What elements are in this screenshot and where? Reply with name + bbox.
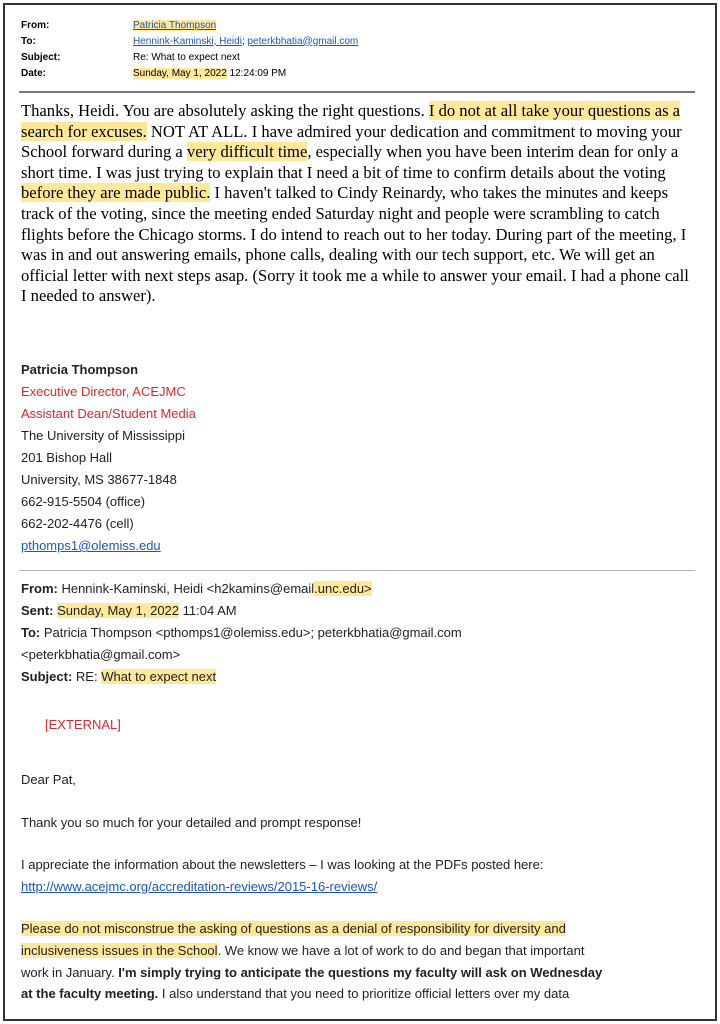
subject-value: Re: What to expect next	[133, 51, 240, 63]
accreditation-reviews-link[interactable]: http://www.acejmc.org/accreditation-reviews/2015-16-reviews/	[21, 878, 378, 894]
signature-organization: The University of Mississippi	[21, 428, 185, 443]
signature-phone-office: 662-915-5504 (office)	[21, 494, 146, 509]
reply-body	[21, 101, 697, 307]
reply-highlight-2: very difficult time	[186, 142, 308, 162]
signature-phone-cell: 662-202-4476 (cell)	[21, 516, 134, 531]
fwd-subject-row	[21, 666, 697, 688]
date-label: Date:	[21, 67, 47, 79]
fwd-to-row	[21, 622, 697, 644]
header-from-row	[21, 17, 701, 33]
fwd-sent-date-highlight: Sunday, May 1, 2022	[57, 603, 180, 618]
signature-title-2: Assistant Dean/Student Media	[21, 406, 196, 421]
responsibility-bold-4: at the faculty meeting.	[21, 986, 159, 1002]
header-date-row	[21, 65, 701, 81]
fwd-to-value: Patricia Thompson <pthomps1@olemiss.edu>; peterkbhatia@gmail.com	[40, 625, 462, 640]
reply-text-1: Thanks, Heidi. You are absolutely asking the right questions.	[21, 101, 429, 120]
to-recipient-link-2[interactable]: peterkbhatia@gmail.com	[247, 35, 359, 47]
forwarded-divider	[19, 570, 695, 571]
reply-highlight-1: I do not at all take your questions as a search for excuses.	[21, 101, 681, 141]
fwd-from-value-highlight: .unc.edu>	[314, 581, 372, 596]
fwd-from-value: Hennink-Kaminski, Heidi <h2kamins@email	[57, 581, 315, 596]
signature-title-1: Executive Director, ACEJMC	[21, 384, 186, 399]
signature-name: Patricia Thompson	[21, 362, 139, 377]
forwarded-header	[21, 578, 697, 688]
reply-text-4: I haven't talked to Cindy Reinardy, who takes the minutes and keeps track of the voting, since the meeting ended Saturday night and people were scrambling to catch flights before the Chicago storms. I do intend to reach out to her today. During part of the meeting, I was in and out answering emails, phone calls, dealing with our tech support, etc. We will get an official letter with next steps asap. (Sorry it took me a while to answer your email. I had a phone call I needed to answer).	[21, 183, 689, 306]
responsibility-text-3: work in January.	[21, 964, 115, 980]
appreciate-text: I appreciate the information about the newsletters – I was looking at the PDFs posted here:	[21, 857, 544, 873]
date-value-highlighted: Sunday, May 1, 2022	[133, 67, 227, 79]
responsibility-highlight-2: inclusiveness issues in the School	[21, 942, 218, 958]
reply-text-3: , especially when you have been interim dean for only a short time. I was just trying to explain that I need a bit of time to confirm details about the voting	[21, 142, 679, 182]
header-subject-row	[21, 49, 701, 65]
signature-address-2: University, MS 38677-1848	[21, 472, 177, 487]
responsibility-paragraph	[21, 918, 697, 1004]
thanks-line: Thank you so much for your detailed and prompt response!	[21, 814, 362, 830]
signature-address-1: 201 Bishop Hall	[21, 450, 113, 465]
reply-text-2: NOT AT ALL. I have admired your dedication and commitment to moving your School forward during a	[21, 121, 682, 162]
responsibility-highlight-1: Please do not misconstrue the asking of questions as a denial of responsibility for diversity and	[21, 921, 566, 937]
header-to-row	[21, 33, 701, 49]
fwd-subject-label: Subject:	[21, 669, 73, 684]
header-divider	[19, 91, 695, 93]
from-label: From:	[21, 19, 50, 31]
reply-highlight-3: before they are made public.	[21, 183, 211, 203]
forwarded-message-body	[21, 769, 697, 1021]
fwd-sent-row	[21, 600, 697, 622]
signature-block	[21, 359, 697, 557]
fwd-to-row-cont: <peterkbhatia@gmail.com>	[21, 647, 181, 662]
fwd-to-label: To:	[21, 625, 41, 640]
email-header	[21, 17, 701, 81]
date-value-time: 12:24:09 PM	[226, 67, 287, 79]
fwd-from-label: From:	[21, 581, 58, 596]
signature-email-link[interactable]: pthomps1@olemiss.edu	[21, 538, 161, 553]
responsibility-text-2: . We know we have a lot of work to do and began that important	[217, 942, 585, 958]
fwd-sent-label: Sent:	[21, 603, 54, 618]
to-recipient-link-1[interactable]: Hennink-Kaminski, Heidi	[133, 35, 242, 47]
email-document	[3, 3, 717, 1021]
external-tag: [EXTERNAL]	[45, 717, 121, 732]
fwd-sent-time: 11:04 AM	[179, 603, 237, 618]
to-separator: ;	[241, 35, 248, 47]
from-sender-link[interactable]: Patricia Thompson	[133, 19, 217, 31]
subject-label: Subject:	[21, 51, 61, 63]
reply-paragraph	[21, 101, 697, 307]
fwd-subject-prefix: RE:	[72, 669, 102, 684]
to-label: To:	[21, 35, 36, 47]
responsibility-text-4: I also understand that you need to prioritize official letters over my data	[158, 986, 570, 1002]
appreciate-paragraph	[21, 854, 697, 897]
fwd-from-row	[21, 578, 697, 600]
greeting: Dear Pat,	[21, 772, 76, 787]
fwd-subject-highlight: What to expect next	[101, 669, 217, 684]
responsibility-bold-3: I'm simply trying to anticipate the questions my faculty will ask on Wednesday	[114, 964, 603, 980]
